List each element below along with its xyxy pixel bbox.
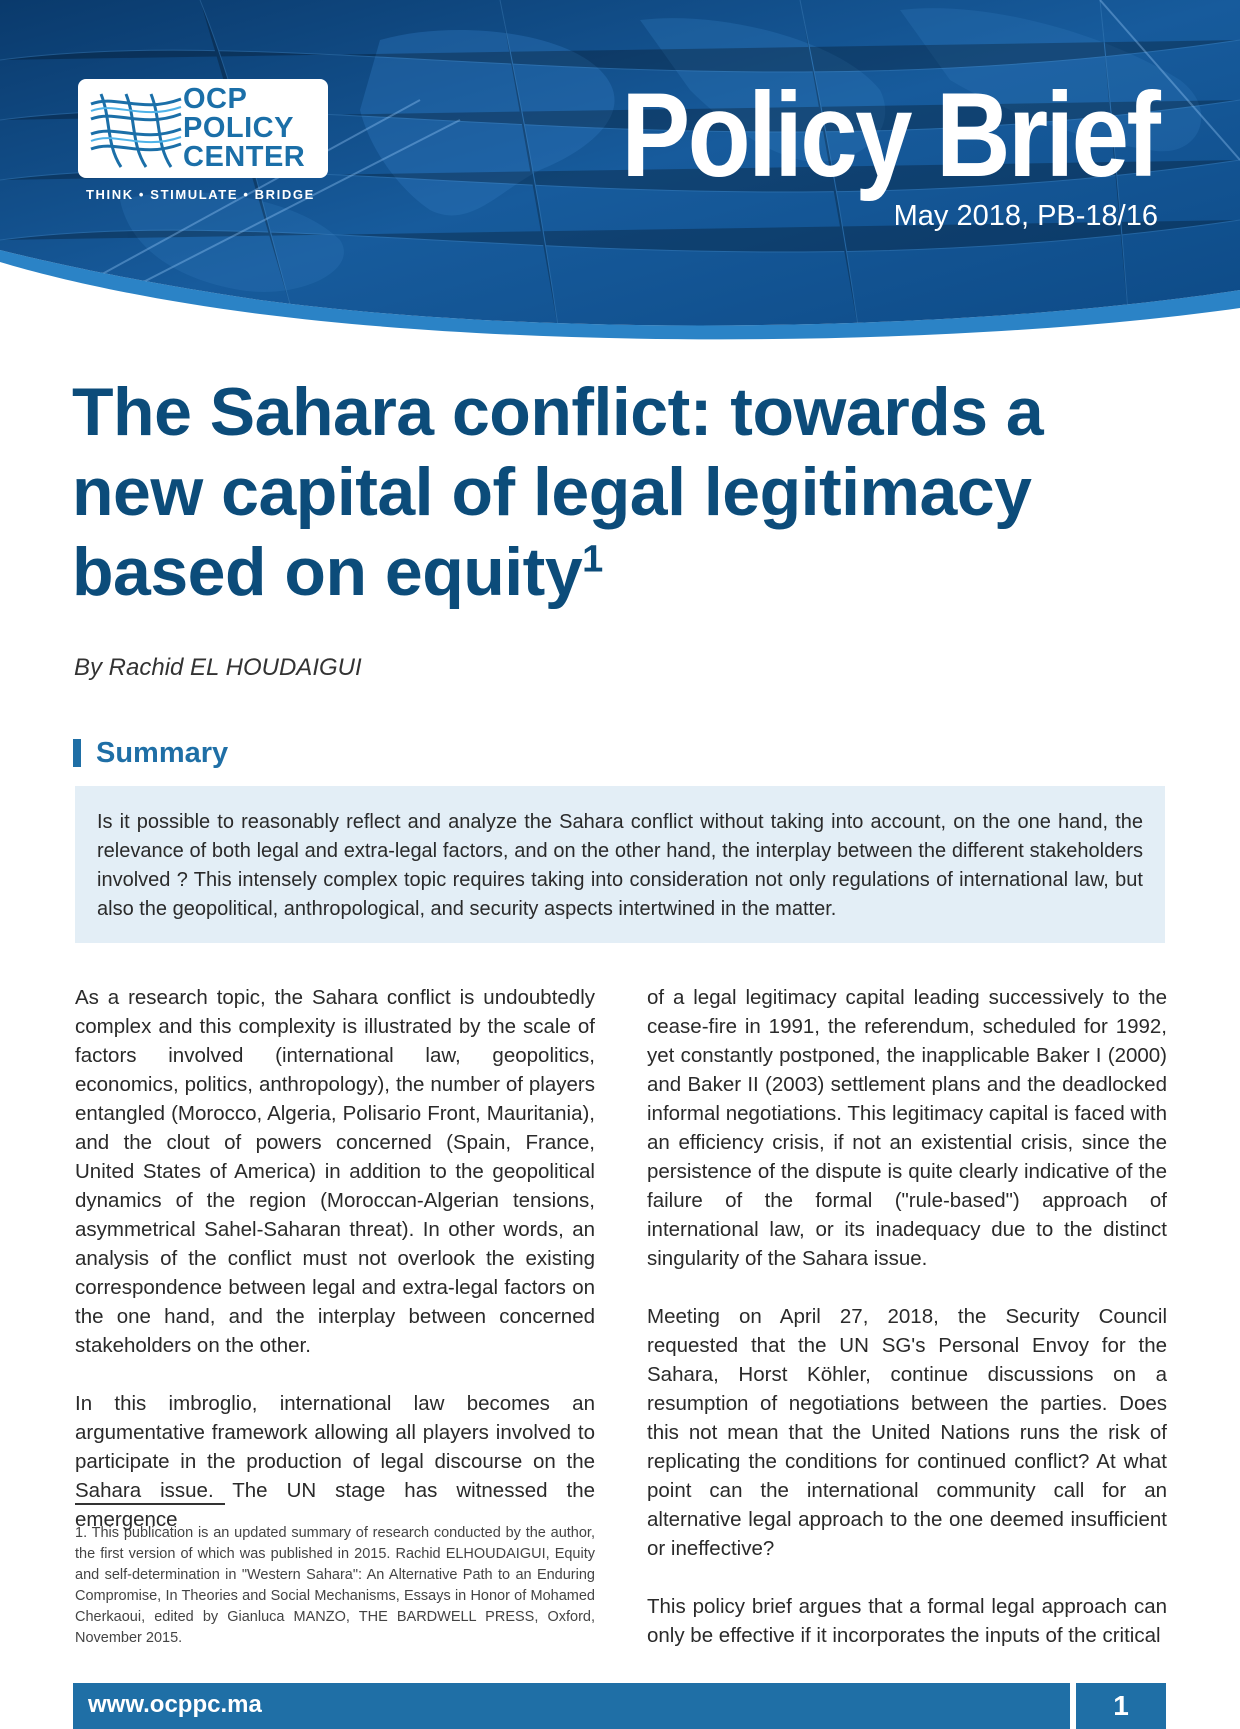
publication-type-title: Policy Brief (621, 68, 1158, 202)
body-paragraph: As a research topic, the Sahara conflict is undoubtedly complex and this complexity is illustrated by the scale of factors involved (international law, geopolitics, economics, politics, anthropology), the number of players entangled (Morocco, Algeria, Polisario Front, Mauritania), and the clout of powers concerned (Spain, France, United States of America) in addition to the geopolitical dynamics of the region (Moroccan-Algerian tensions, asymmetrical Sahel-Saharan threat). In other words, an analysis of the conflict must not overlook the existing correspondence between legal and extra-legal factors on the one hand, and the interplay between concerned stakeholders on the other. (75, 986, 595, 1357)
logo-text-line3: CENTER (183, 141, 306, 173)
body-paragraph: Meeting on April 27, 2018, the Security Council requested that the UN SG's Personal Envoy for the Sahara, Horst Köhler, continue discussions on a resumption of negotiations between the parties. Does this not mean that the United Nations runs the risk of replicating the conditions for continued conflict? At what point can the international community call for an alternative legal approach to the one deemed insufficient or ineffective? (647, 1305, 1167, 1560)
page-number: 1 (1113, 1690, 1129, 1721)
author-byline: By Rachid EL HOUDAIGUI (74, 654, 362, 681)
header-banner (0, 0, 1240, 340)
summary-heading: Summary (96, 737, 229, 769)
body-column-left (75, 983, 595, 1563)
ocp-wave-logo-icon (86, 89, 186, 169)
document-title (72, 372, 1182, 612)
body-paragraph: In this imbroglio, international law becomes an argumentative framework allowing all players involved to participate in the production of legal discourse on the Sahara issue. The UN stage has witnessed the emergence (75, 1392, 595, 1531)
body-paragraph: of a legal legitimacy capital leading successively to the cease-fire in 1991, the referendum, scheduled for 1992, yet constantly postponed, the inapplicable Baker I (2000) and Baker II (2003) settlement plans and the deadlocked informal negotiations. This legitimacy capital is faced with an efficiency crisis, if not an existential crisis, since the persistence of the dispute is quite clearly indicative of the failure of the formal ("rule-based") approach of international law, or its inadequacy due to the distinct singularity of the Sahara issue. (647, 986, 1167, 1270)
body-paragraph: This policy brief argues that a formal legal approach can only be effective if it incorporates the inputs of the critical (647, 1595, 1167, 1647)
logo (78, 79, 328, 178)
body-column-right (647, 983, 1167, 1679)
title-footnote-mark: 1 (582, 538, 603, 581)
summary-accent-bar (73, 739, 81, 767)
logo-text-line2: POLICY (183, 112, 294, 144)
document-title-text: The Sahara conflict: towards a new capital of legal legitimacy based on equity (72, 374, 1044, 610)
publication-date-ref: May 2018, PB-18/16 (893, 200, 1158, 232)
summary-text: Is it possible to reasonably reflect and analyze the Sahara conflict without taking into account, on the one hand, the relevance of both legal and extra-legal factors, and on the other hand, the interplay between the different stakeholders involved ? This intensely complex topic requires taking into consideration not only regulations of international law, but also the geopolitical, anthropological, and security aspects intertwined in the matter. (97, 811, 1143, 920)
summary-box (75, 786, 1165, 943)
logo-tagline: THINK • STIMULATE • BRIDGE (86, 187, 315, 202)
footnote-divider (75, 1503, 225, 1505)
footer-website-link[interactable]: www.ocppc.ma (88, 1691, 262, 1718)
footnote: 1. This publication is an updated summary of research conducted by the author, the first version of which was published in 2015. Rachid ELHOUDAIGUI, Equity and self-determination in "Western Sahara": An Alternative Path to an Enduring Compromise, In Theories and Social Mechanisms, Essays in Honor of Mohamed Cherkaoui, edited by Gianluca MANZO, THE BARDWELL PRESS, Oxford, November 2015. (75, 1525, 595, 1646)
logo-text-line1: OCP (183, 83, 248, 115)
